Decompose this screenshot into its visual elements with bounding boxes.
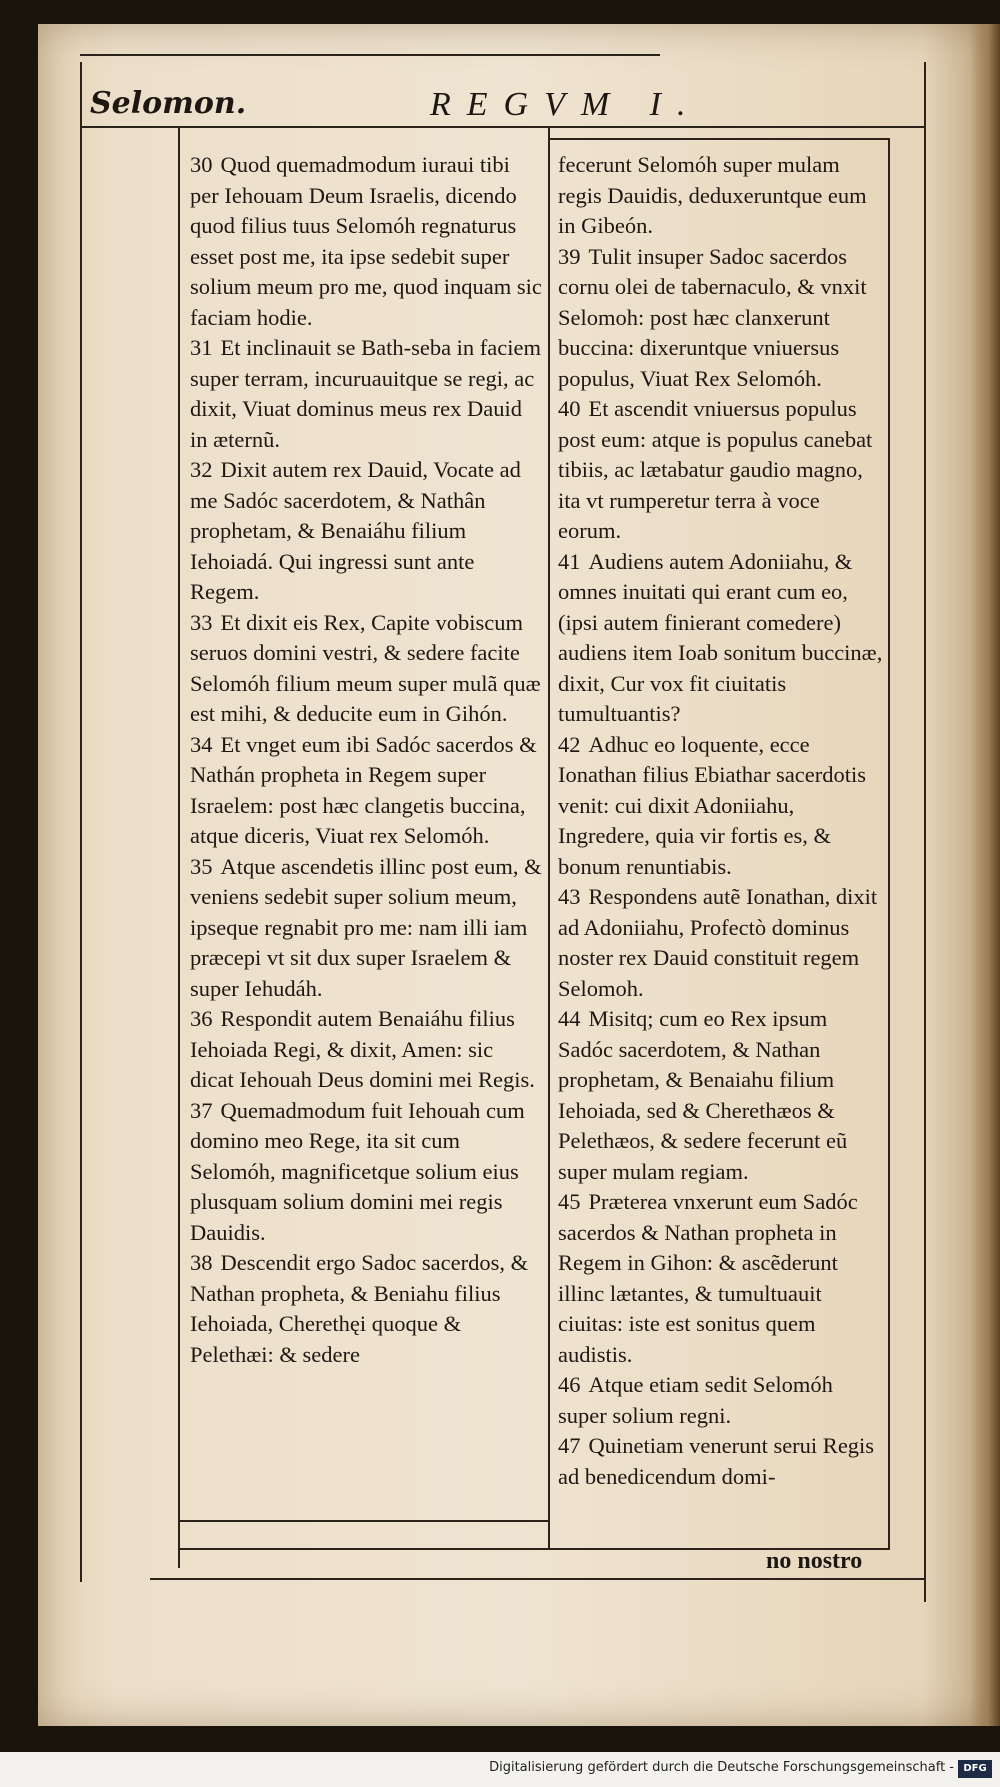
verse-text: Tulit insuper Sadoc sacerdos cornu olei de tabernaculo, & vnxit Selomoh: post hæc clanxerunt buccina: dixeruntque vniuersus populus, Viuat Rex Selomóh. — [558, 243, 867, 391]
column-bottom-rule — [180, 1520, 550, 1522]
verse-number: 32 — [190, 457, 213, 482]
column-divider — [548, 128, 550, 1548]
verse — [558, 882, 884, 1004]
verse-text: Adhuc eo loquente, ecce Ionathan filius Ebiathar sacerdotis venit: cui dixit Adoniiahu, Ingredere, quia vir fortis es, & bonum renuntiabis. — [558, 731, 867, 879]
verse — [558, 150, 884, 242]
page-edge — [970, 24, 1000, 1726]
verse — [190, 333, 542, 455]
verse-text: Et inclinauit se Bath-seba in faciem super terram, incuruauitque se regi, ac dixit, Viuat dominus meus rex Dauid in æternũ. — [190, 335, 542, 452]
verse-number: 39 — [558, 243, 581, 269]
column-rule-right — [888, 138, 890, 1548]
frame-rule-right — [924, 62, 926, 1602]
verse — [190, 150, 542, 333]
verse-number: 43 — [558, 884, 581, 909]
verse — [190, 1004, 542, 1096]
verse — [190, 608, 542, 730]
verse-number: 40 — [558, 396, 581, 421]
head-underline — [80, 126, 926, 128]
verse — [558, 242, 884, 395]
frame-rule-left — [80, 62, 82, 1582]
verse-number: 46 — [558, 1372, 581, 1397]
text-column-left — [190, 150, 542, 1370]
text-column-right — [558, 150, 884, 1492]
verse-number: 38 — [190, 1250, 213, 1275]
running-head-left: Selomon. — [90, 86, 247, 121]
column-rule-left — [178, 128, 180, 1568]
verse-number: 31 — [190, 335, 213, 360]
verse-text: fecerunt Selomóh super mulam regis Dauidis, deduxeruntque eum in Gibeón. — [558, 152, 867, 238]
verse — [190, 730, 542, 852]
verse-text: Et vnget eum ibi Sadóc sacerdos & Nathán propheta in Regem super Israelem: post hæc clangetis buccina, atque diceris, Viuat rex Selomóh. — [190, 731, 537, 848]
verse-number: 45 — [558, 1189, 581, 1214]
verse-number: 42 — [558, 731, 581, 757]
catchword: no nostro — [766, 1548, 863, 1574]
verse-number: 33 — [190, 609, 213, 635]
verse — [190, 455, 542, 608]
verse-text: Quinetiam venerunt serui Regis ad benedicendum domi- — [558, 1433, 875, 1489]
verse-number: 41 — [558, 548, 581, 574]
column-top-rule — [550, 138, 890, 140]
verse-text: Audiens autem Adoniiahu, & omnes inuitati qui erant cum eo, (ipsi autem finierant comedere) audiens item Ioab sonitum buccinæ, dixit, Cur vox fit ciuitatis tumultuantis? — [558, 548, 883, 726]
verse-text: Et dixit eis Rex, Capite vobiscum seruos domini vestri, & sedere facite Selomóh filium meum super mulã quæ est mihi, & deducite eum in Gihón. — [190, 609, 541, 726]
verse-number: 35 — [190, 853, 213, 879]
verse-text: Dixit autem rex Dauid, Vocate ad me Sadóc sacerdotem, & Nathân prophetam, & Benaiáhu filium Iehoiadá. Qui ingressi sunt ante Regem. — [190, 457, 521, 604]
verse — [190, 1248, 542, 1370]
verse — [558, 394, 884, 547]
verse-text: Quod quemadmodum iuraui tibi per Iehouam Deum Israelis, dicendo quod filius tuus Selomóh regnaturus esset post me, ita ipse sedebit super solium meum pro me, quod inquam sic faciam hodie. — [190, 152, 542, 330]
verse-text: Quemadmodum fuit Iehouah cum domino meo Rege, ita sit cum Selomóh, magnificetque solium eius plusquam solium domini mei regis Dauidis. — [190, 1097, 525, 1245]
verse-number: 36 — [190, 1006, 213, 1031]
verse-text: Respondit autem Benaiáhu filius Iehoiada Regi, & dixit, Amen: sic dicat Iehouah Deus domini mei Regis. — [190, 1006, 535, 1092]
verse — [558, 1431, 884, 1492]
verse-number: 34 — [190, 731, 213, 757]
footer-credit: Digitalisierung gefördert durch die Deutsche Forschungsgemeinschaft - — [489, 1760, 954, 1775]
verse — [558, 547, 884, 730]
verse-text: Misitq; cum eo Rex ipsum Sadóc sacerdotem, & Nathan prophetam, & Benaiahu filium Iehoiada, sed & Cherethæos & Pelethæos, & sedere fecerunt eũ super mulam regiam. — [558, 1006, 848, 1184]
verse-number: 47 — [558, 1433, 581, 1458]
verse-text: Præterea vnxerunt eum Sadóc sacerdos & Nathan propheta in Regem in Gihon: & ascẽderunt illinc lætantes, & tumultuauit ciuitas: iste est sonitus quem audistis. — [558, 1189, 858, 1367]
dfg-logo: DFG — [958, 1760, 992, 1778]
verse — [558, 1004, 884, 1187]
verse-text: Respondens autẽ Ionathan, dixit ad Adoniiahu, Profectò dominus noster rex Dauid constituit regem Selomoh. — [558, 884, 878, 1001]
verse-number: 30 — [190, 152, 213, 177]
verse-text: Atque ascendetis illinc post eum, & veniens sedebit super solium meum, ipseque regnabit pro me: nam illi iam præcepi vt sit dux super Israelem & super Iehudáh. — [190, 853, 542, 1001]
verse-number: 37 — [190, 1097, 213, 1123]
running-head — [80, 62, 920, 122]
verse — [190, 1096, 542, 1249]
frame-bottom-rule — [150, 1578, 926, 1580]
verse-text: Descendit ergo Sadoc sacerdos, & Nathan propheta, & Beniahu filius Iehoiada, Cherethęi quoque & Pelethæi: & sedere — [190, 1250, 529, 1367]
verse-number: 44 — [558, 1006, 581, 1031]
verse — [558, 1187, 884, 1370]
verse — [558, 1370, 884, 1431]
header-rule — [80, 54, 660, 56]
running-head-center: REGVM I. — [430, 86, 702, 123]
verse — [190, 852, 542, 1005]
verse-text: Atque etiam sedit Selomóh super solium regni. — [558, 1372, 833, 1428]
verse — [558, 730, 884, 883]
footer-band — [0, 1752, 1000, 1787]
verse-text: Et ascendit vniuersus populus post eum: atque is populus canebat tibiis, ac lætabatur gaudio magno, ita vt rumperetur terra à voce eorum. — [558, 396, 873, 543]
